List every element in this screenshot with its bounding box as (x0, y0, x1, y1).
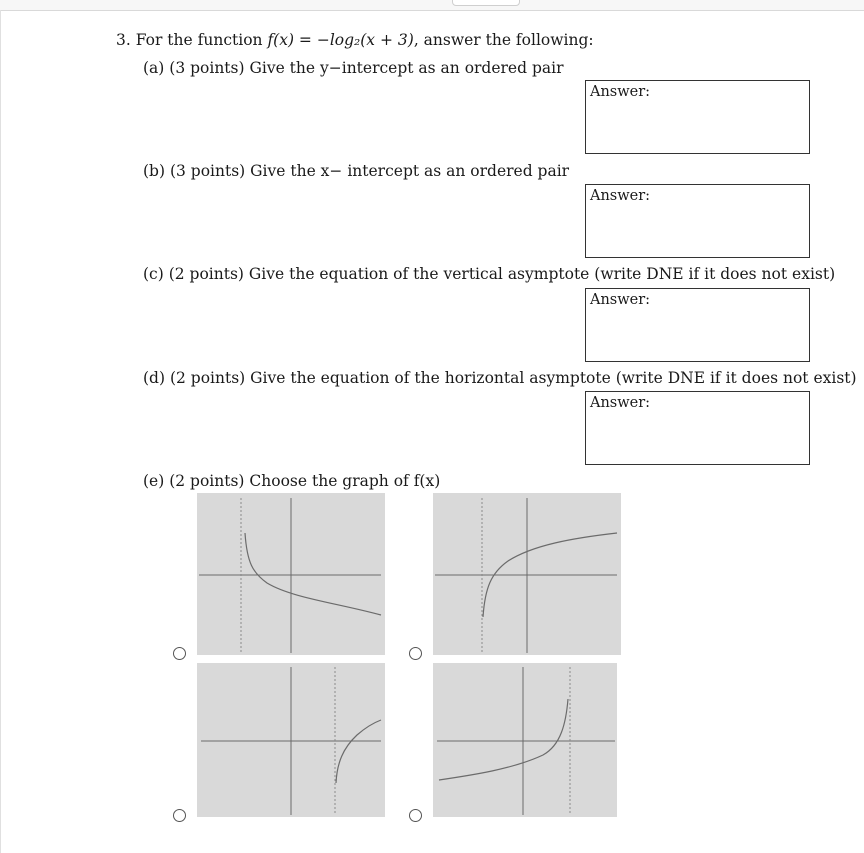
answer-label: Answer: (590, 188, 651, 204)
answer-box-c[interactable] (585, 288, 810, 362)
part-label: (c) (143, 265, 164, 283)
part-points: (2 points) (168, 265, 244, 283)
answer-label: Answer: (590, 84, 651, 100)
window-top-bar (0, 0, 864, 11)
graph-option-1-radio[interactable] (173, 647, 186, 660)
stem-post: , answer the following: (413, 31, 594, 49)
graph-option-4-radio[interactable] (409, 809, 422, 822)
graph-option-3[interactable] (197, 663, 385, 817)
graph-1-svg (197, 493, 385, 655)
part-text: Give the x− intercept as an ordered pair (250, 162, 570, 180)
left-border (0, 10, 1, 853)
part-e-prompt (143, 472, 440, 490)
answer-label: Answer: (590, 395, 651, 411)
graph-option-3-radio[interactable] (173, 809, 186, 822)
question-stem (116, 31, 594, 49)
question-number: 3. (116, 31, 131, 49)
stem-pre: For the function (135, 31, 268, 49)
graph-option-2-radio[interactable] (409, 647, 422, 660)
answer-box-d[interactable] (585, 391, 810, 465)
part-text: Give the equation of the vertical asymptote (write DNE if it does not exist) (248, 265, 836, 283)
graph-option-2[interactable] (433, 493, 621, 655)
function-expression: f(x) = −log₂(x + 3) (267, 31, 414, 49)
part-points: (2 points) (169, 369, 246, 387)
curve (336, 720, 381, 783)
answer-label: Answer: (590, 292, 651, 308)
part-points: (3 points) (169, 162, 246, 180)
curve (439, 699, 568, 780)
graph-2-svg (433, 493, 621, 655)
part-a-prompt (143, 59, 564, 77)
part-label: (d) (143, 369, 166, 387)
part-points: (3 points) (169, 59, 245, 77)
part-text: Choose the graph of f(x) (249, 472, 441, 490)
part-label: (e) (143, 472, 165, 490)
graph-option-1[interactable] (197, 493, 385, 655)
part-points: (2 points) (169, 472, 245, 490)
part-label: (a) (143, 59, 165, 77)
part-c-prompt (143, 265, 835, 283)
scroll-tab[interactable] (452, 0, 520, 6)
curve (245, 533, 381, 615)
part-b-prompt (143, 162, 569, 180)
graph-option-4[interactable] (433, 663, 617, 817)
graph-3-svg (197, 663, 385, 817)
part-text: Give the y−intercept as an ordered pair (249, 59, 564, 77)
answer-box-b[interactable] (585, 184, 810, 258)
part-d-prompt (143, 369, 857, 387)
part-label: (b) (143, 162, 166, 180)
part-text: Give the equation of the horizontal asymptote (write DNE if it does not exist) (250, 369, 857, 387)
graph-4-svg (433, 663, 617, 817)
answer-box-a[interactable] (585, 80, 810, 154)
